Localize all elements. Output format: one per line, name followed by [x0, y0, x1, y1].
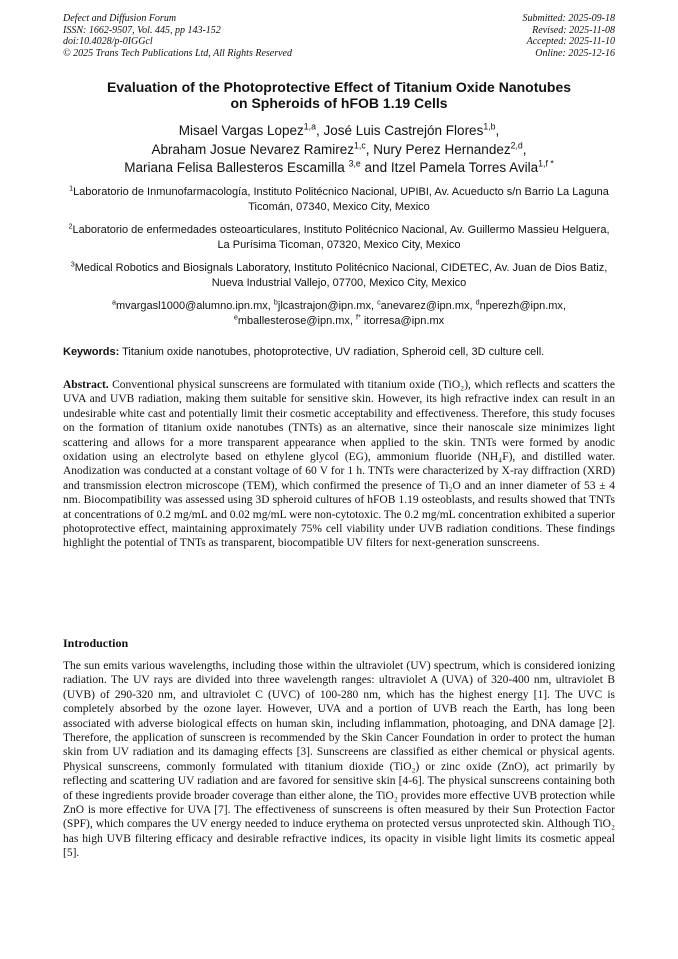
author-name: Misael Vargas Lopez	[178, 123, 304, 138]
affiliation-item	[63, 185, 615, 214]
email-link[interactable]: mvargasl1000@alumno.ipn.mx	[115, 300, 268, 312]
author-line: Misael Vargas Lopez$^{1,a}$, José Luis Castrejón Flores$^{1,b}$,	[178, 121, 500, 138]
submitted-date: Submitted: 2025-09-18	[522, 13, 615, 24]
email-link[interactable]: itorresa@ipn.mx	[363, 314, 445, 327]
affiliation-item	[63, 261, 615, 290]
keywords-label: Keywords:	[63, 346, 120, 358]
affiliation-text: Laboratorio de Inmunofarmacología, Instituto Politécnico Nacional, UPIBI, Av. Acueducto s/n Barrio La Laguna Ticomán, 07340, Mexico City, Mexico	[73, 186, 609, 213]
author-line	[63, 159, 615, 178]
online-date: Online: 2025-12-16	[535, 47, 615, 59]
journal-name: Defect and Diffusion Forum	[63, 13, 177, 24]
copyright: © 2025 Trans Tech Publications Ltd, All Rights Reserved	[63, 47, 292, 59]
author-list	[63, 122, 615, 178]
dates-info	[523, 13, 616, 59]
keywords-text: Titanium oxide nanotubes, photoprotective, UV radiation, Spheroid cell, 3D culture cell.	[122, 346, 545, 358]
email-link[interactable]: jlcastrajon@ipn.mx	[277, 300, 371, 312]
keywords	[63, 345, 615, 359]
author-name: Abraham Josue Nevarez Ramirez	[151, 141, 355, 157]
issn: ISSN: 1662-9507, Vol. 445, pp 143-152	[63, 24, 221, 36]
email-link[interactable]: anevarez@ipn.mx	[380, 300, 470, 312]
author-name: Itzel Pamela Torres Avila	[390, 160, 539, 175]
accepted-date: Accepted: 2025-11-10	[526, 36, 615, 47]
email-sup: f*	[356, 312, 361, 321]
author-connector: and	[364, 160, 388, 175]
email-list: $^a$mvargasl1000@alumno.ipn.mx, $^b$jlcastrajon@ipn.mx, $^c$anevarez@ipn.mx, $^d$nperezh@ipn.mx, $^e$mballesterose@ipn.mx, $^{f*}$ itorresa@ipn.mx	[111, 298, 566, 327]
affiliation-item	[63, 223, 615, 252]
abstract-label: Abstract.	[63, 379, 109, 391]
title-line-1: Evaluation of the Photoprotective Effect of Titanium Oxide Nanotubes	[106, 79, 572, 95]
affiliation-num: 1	[69, 184, 74, 193]
email-sup: c	[377, 298, 381, 307]
author-sup: 1,c	[354, 140, 366, 150]
author-name: Mariana Felisa Ballesteros Escamilla	[124, 160, 345, 175]
email-sup: a	[111, 298, 116, 307]
affiliation-num: 3	[70, 260, 75, 269]
abstract-text: Conventional physical sunscreens are formulated with titanium oxide (TiO₂), which reflects and scatters the UVA and UVB radiation, making them suitable for sensitive skin. However, its high refractive index can result in an undesirable white cast and potentially limit their cosmetic acceptability and effectiveness. Therefore, this study focuses on the formation of titanium oxide nanotubes (TNTs) as an alternative, since their nanoscale size minimizes light scattering and allows for a more transparent appearance when applied to the skin. TNTs were formed by anodic oxidation using an electrolyte based on ethylene glycol (EG), ammonium fluoride (NH₄F), and distilled water. Anodization was conducted at a constant voltage of 60 V for 1 h. TNTs were characterized by X-ray diffraction (XRD) and transmission electron microscope (TEM), which confirmed the presence of Ti₂O and an inner diameter of 53 ± 4 nm. Biocompatibility was assessed using 3D spheroid cultures of hFOB 1.19 osteoblasts, and results showed that TNTs at concentrations of 0.2 mg/mL and 0.02 mg/mL were non-cytotoxic. The 0.2 mg/mL concentration exhibited a superior photoprotective effect, maintaining approximately 75% cell viability under UVB radiation conditions. These findings highlight the potential of TNTs as transparent, biocompatible UV filters for next-generation sunscreens.	[63, 379, 615, 550]
journal-info	[63, 13, 292, 59]
paper-title	[63, 79, 615, 111]
abstract	[63, 378, 615, 551]
author-sup: 1,b	[483, 121, 496, 132]
author-line: Abraham Josue Nevarez Ramirez$^{1,c}$, Nury Perez Hernandez$^{2,d}$,	[151, 140, 527, 157]
author-sup: 2,d	[510, 140, 523, 150]
email-link[interactable]: nperezh@ipn.mx	[479, 300, 563, 312]
affiliation-num: 2	[68, 222, 73, 231]
title-line-2: on Spheroids of hFOB 1.19 Cells	[230, 95, 448, 111]
affiliation-text: Laboratorio de enfermedades osteoarticulares, Instituto Politécnico Nacional, Av. Guillermo Massieu Helguera, La Purísima Ticoman, 07320, Mexico City, Mexico	[72, 224, 610, 251]
email-link[interactable]: mballesterose@ipn.mx	[237, 314, 350, 327]
affiliation-text: Medical Robotics and Biosignals Laboratory, Instituto Politécnico Nacional, CIDETEC, Av. Juan de Dios Batiz, Nueva Industrial Vallejo, 07700, Mexico City, Mexico	[74, 262, 608, 289]
author-sup: 1,f *	[538, 158, 554, 169]
author-name: José Luis Castrejón Flores	[323, 123, 484, 138]
doi[interactable]: doi:10.4028/p-0IGGcl	[63, 36, 153, 47]
email-sup: d	[475, 298, 480, 307]
introduction-heading: Introduction	[63, 636, 129, 650]
email-sup: e	[233, 312, 238, 321]
author-sup: 1,a	[303, 121, 316, 132]
email-sup: b	[273, 298, 278, 307]
revised-date: Revised: 2025-11-08	[532, 24, 615, 36]
affiliations	[63, 185, 615, 328]
author-name: Nury Perez Hernandez	[373, 141, 511, 157]
introduction-text: The sun emits various wavelengths, including those within the ultraviolet (UV) spectrum, which is considered ionizing radiation. The UV rays are divided into three wavelength ranges: ultraviolet A (UVA) of 320-400 nm, ultraviolet B (UVB) of 290-320 nm, and ultraviolet C (UVC) of 100-280 nm, which has the highest energy [1]. The UVC is completely absorbed by the ozone layer. However, UVA and a portion of UVB reach the Earth, has long been associated with adverse biological effects on human skin, including inflammation, photoaging, and DNA damage [2]. Therefore, the application of sunscreen is recommended by the Skin Cancer Foundation in order to protect the human skin from UV radiation and its damaging effects [3]. Sunscreens are classified as either chemical or physical agents. Physical sunscreens, commonly formulated with titanium dioxide (TiO₂) or zinc oxide (ZnO), act primarily by reflecting and scattering UV radiation and are favored for sensitive skin [4-6]. The physical sunscreens containing both of these ingredients provide broader coverage than either alone, the TiO₂ provides more effective UVB protection while ZnO is more effective for UVA [7]. The effectiveness of sunscreens is often measured by their Sun Protection Factor (SPF), which compares the UV energy needed to induce erythema on protected versus unprotected skin. Although TiO₂ has high UVB filtering efficacy and desirable refractive indices, its opacity in visible light limits its cosmetic appeal [5].	[63, 660, 615, 860]
author-sup: 3,e	[348, 158, 361, 169]
